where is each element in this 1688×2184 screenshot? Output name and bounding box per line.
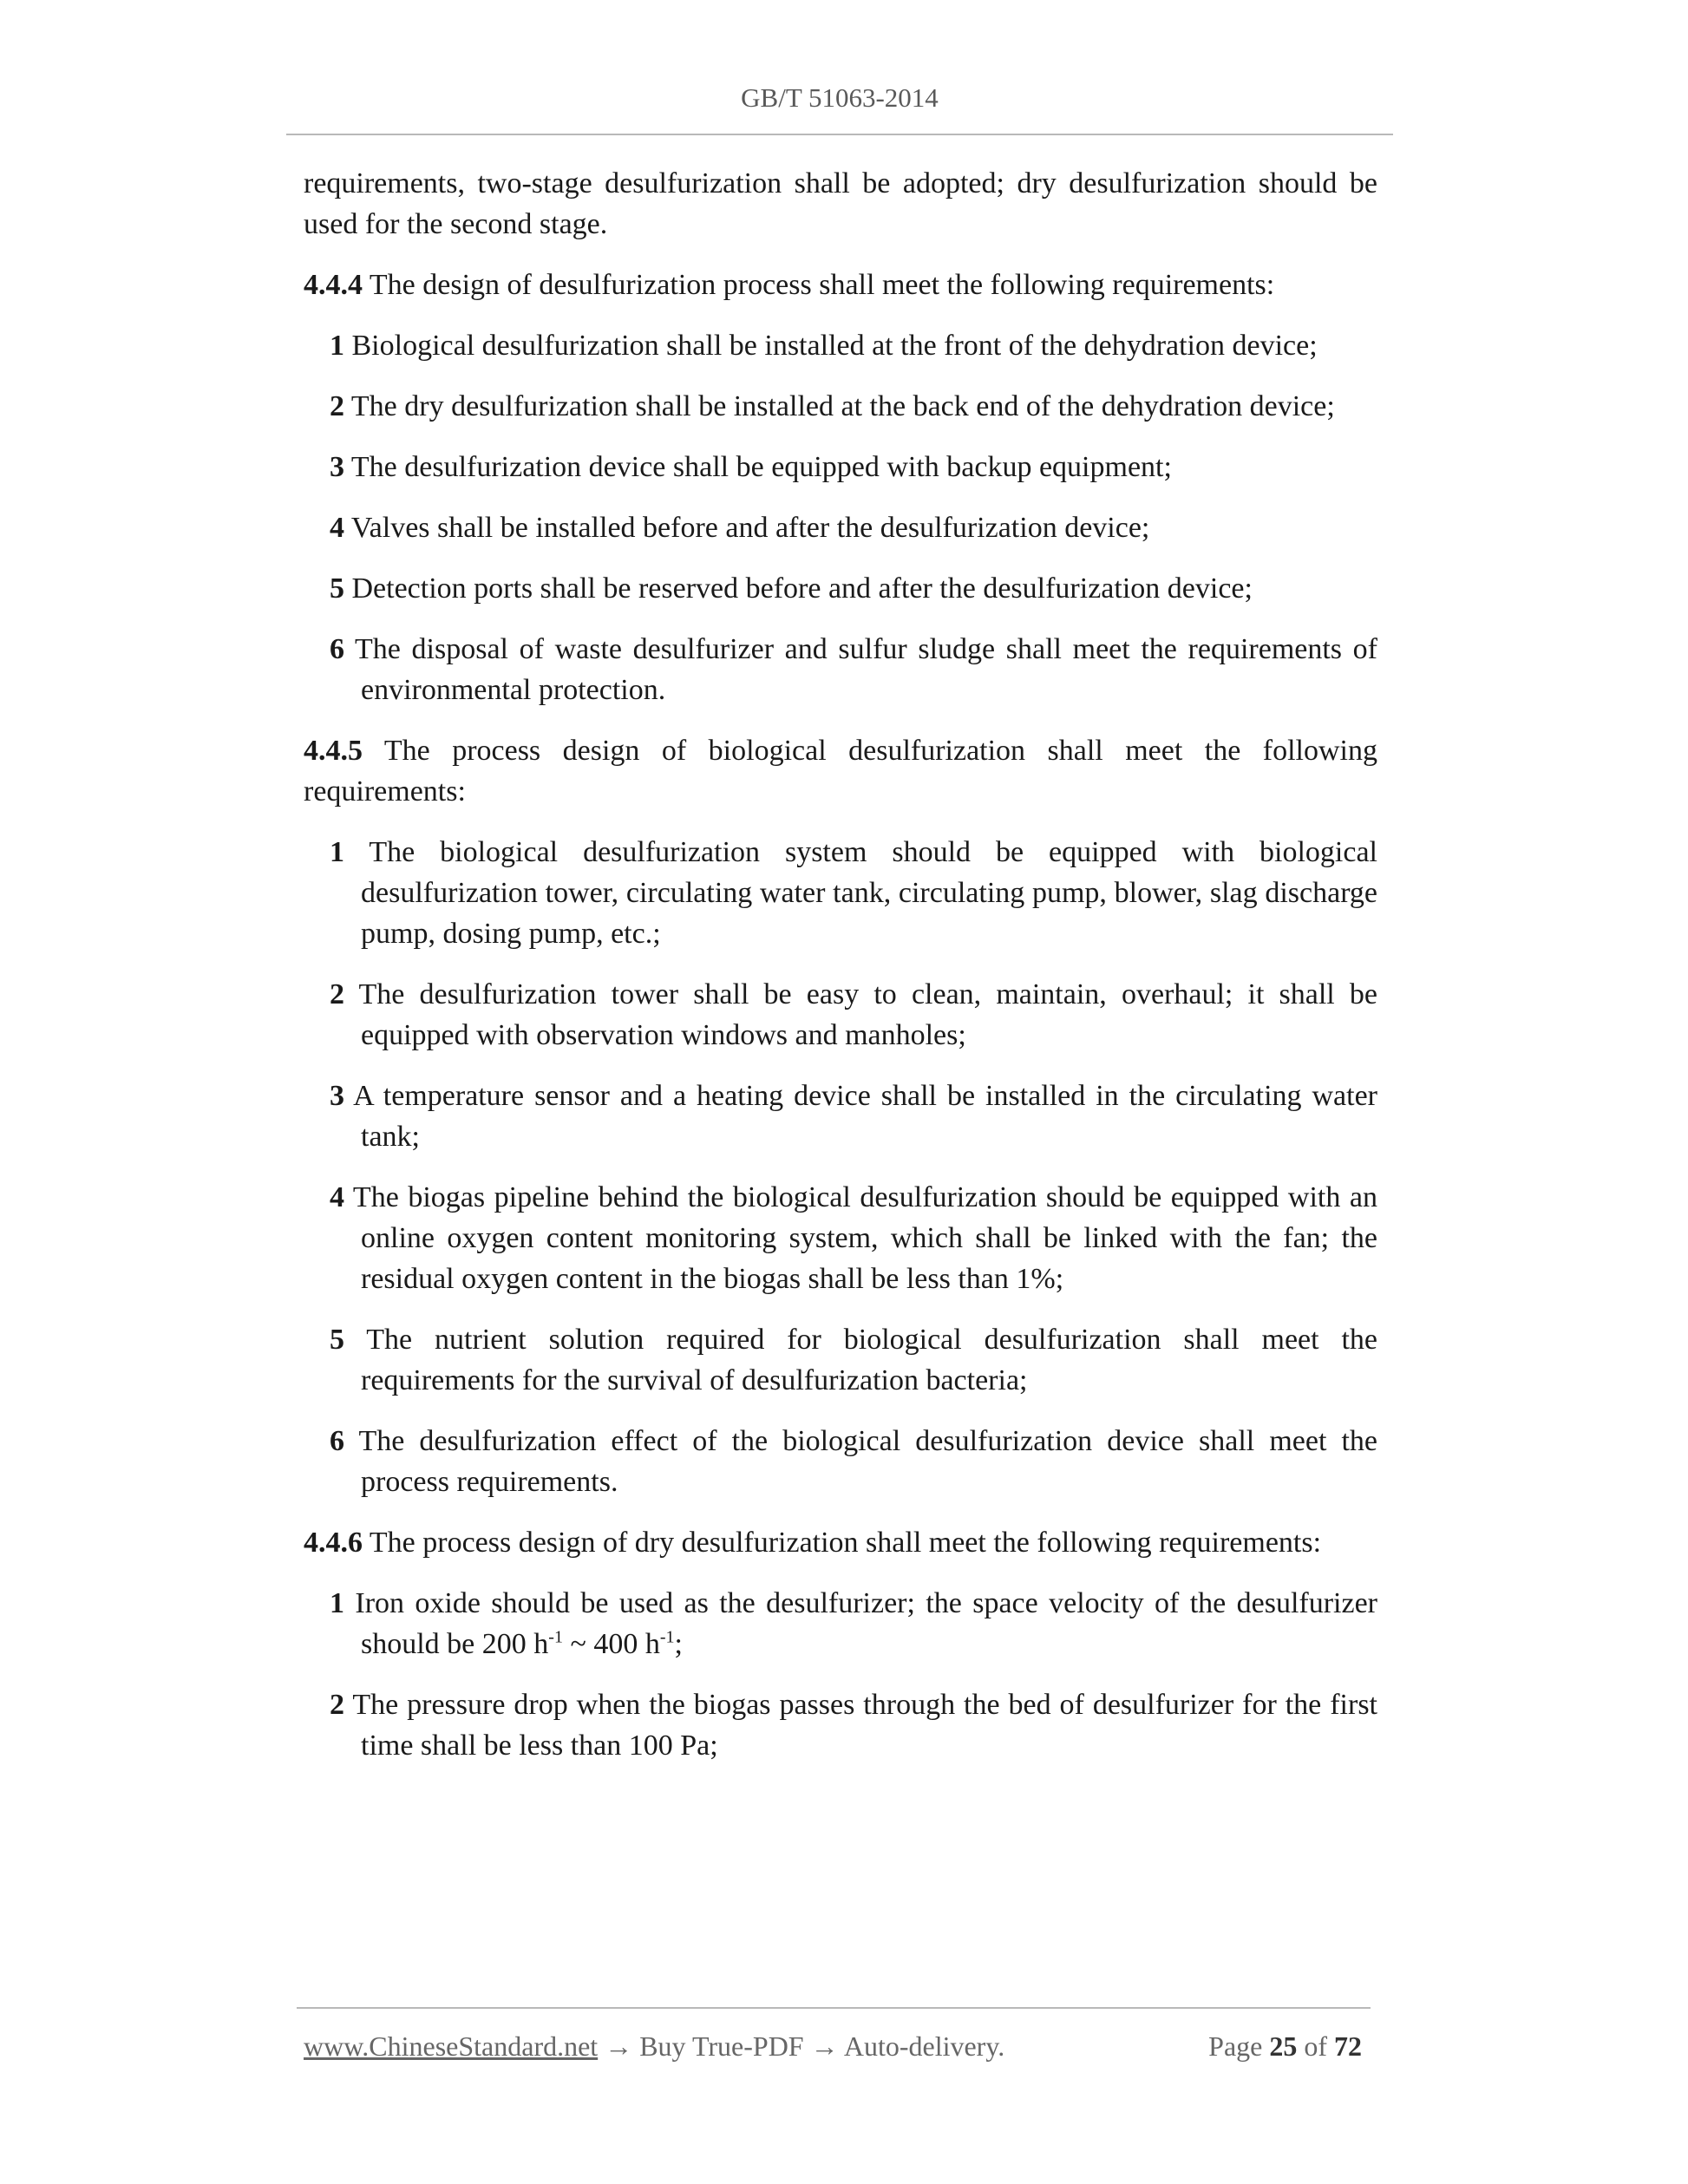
item-text: ~ 400 h [562, 1628, 660, 1660]
item-text: Iron oxide should be used as the desulfurizer; the space velocity of the desulfurizer should be 200 h [344, 1587, 1377, 1660]
item-text: The dry desulfurization shall be installed at the back end of the dehydration device; [344, 390, 1335, 422]
clause-number: 4.4.5 [304, 735, 363, 767]
clause-number: 4.4.6 [304, 1527, 363, 1559]
item-number: 1 [330, 1587, 344, 1619]
item-number: 2 [330, 978, 344, 1010]
item-text: Biological desulfurization shall be installed at the front of the dehydration device; [344, 330, 1318, 362]
continuation-paragraph: requirements, two-stage desulfurization shall be adopted; dry desulfurization should be used for the second stage. [304, 167, 1377, 240]
list-item [304, 832, 1377, 954]
list-item [304, 1076, 1377, 1157]
item-text: The biological desulfurization system should be equipped with biological desulfurization tower, circulating water tank, circulating pump, blower, slag discharge pump, dosing pump, etc.; [344, 836, 1377, 950]
item-text: The desulfurization device shall be equipped with backup equipment; [344, 451, 1172, 483]
list-item [304, 447, 1377, 487]
list-item [304, 1421, 1377, 1502]
page-label: Page [1208, 2030, 1263, 2062]
superscript: -1 [548, 1627, 563, 1647]
item-text: The pressure drop when the biogas passes through the bed of desulfurizer for the first time shall be less than 100 Pa; [344, 1689, 1377, 1762]
item-text: The nutrient solution required for biological desulfurization shall meet the requirements for the survival of desulfurization bacteria; [344, 1324, 1377, 1396]
clause-4-4-4 [304, 265, 1377, 305]
list-item [304, 1319, 1377, 1401]
list-item [304, 325, 1377, 366]
item-text: Detection ports shall be reserved before and after the desulfurization device; [344, 572, 1253, 605]
list-item [304, 386, 1377, 427]
list-item [304, 1684, 1377, 1766]
buy-pdf-text: Buy True-PDF [632, 2030, 811, 2062]
list-item [304, 568, 1377, 609]
list-item [304, 1583, 1377, 1664]
clause-text: The design of desulfurization process shall meet the following requirements: [363, 269, 1275, 301]
item-number: 1 [330, 836, 344, 868]
item-number: 6 [330, 1425, 344, 1457]
item-number: 4 [330, 512, 344, 544]
item-text: The disposal of waste desulfurizer and sulfur sludge shall meet the requirements of environmental protection. [344, 633, 1377, 706]
document-id: GB/T 51063-2014 [741, 82, 939, 113]
item-number: 4 [330, 1181, 344, 1213]
current-page: 25 [1269, 2030, 1298, 2062]
arrow-right-icon: → [605, 2030, 633, 2062]
list-item [304, 1177, 1377, 1299]
of-label: of [1304, 2030, 1327, 2062]
total-pages: 72 [1334, 2030, 1362, 2062]
item-text: ; [674, 1628, 683, 1660]
list-item [304, 974, 1377, 1056]
clause-number: 4.4.4 [304, 269, 363, 301]
item-text: The biogas pipeline behind the biological desulfurization should be equipped with an online oxygen content monitoring system, which shall be linked with the fan; the residual oxygen content in the biogas shall be less than 1%; [344, 1181, 1377, 1295]
website-link[interactable]: www.ChineseStandard.net [304, 2030, 599, 2062]
item-number: 1 [330, 330, 344, 362]
item-number: 2 [330, 390, 344, 422]
page-indicator [1208, 2030, 1362, 2063]
clause-text: The process design of dry desulfurization shall meet the following requirements: [363, 1527, 1322, 1559]
item-number: 2 [330, 1689, 344, 1721]
page-header [286, 76, 1393, 135]
footer-links [304, 2030, 1004, 2063]
clause-4-4-5 [304, 730, 1377, 812]
document-body [304, 163, 1377, 1786]
item-text: The desulfurization effect of the biological desulfurization device shall meet the process requirements. [344, 1425, 1377, 1498]
clause-4-4-6 [304, 1522, 1377, 1563]
item-text: The desulfurization tower shall be easy to clean, maintain, overhaul; it shall be equipped with observation windows and manholes; [344, 978, 1377, 1051]
list-item [304, 507, 1377, 548]
item-text: Valves shall be installed before and after the desulfurization device; [344, 512, 1150, 544]
item-number: 3 [330, 451, 344, 483]
auto-delivery-text: Auto-delivery. [838, 2030, 1005, 2062]
item-number: 5 [330, 1324, 344, 1356]
item-number: 3 [330, 1080, 344, 1112]
arrow-right-icon: → [810, 2030, 839, 2062]
item-text: A temperature sensor and a heating device shall be installed in the circulating water tank; [344, 1080, 1377, 1153]
superscript: -1 [659, 1627, 675, 1647]
page-footer [297, 2007, 1371, 2078]
item-number: 6 [330, 633, 344, 665]
item-number: 5 [330, 572, 344, 605]
list-item [304, 629, 1377, 710]
clause-text: The process design of biological desulfurization shall meet the following requirements: [304, 735, 1377, 808]
